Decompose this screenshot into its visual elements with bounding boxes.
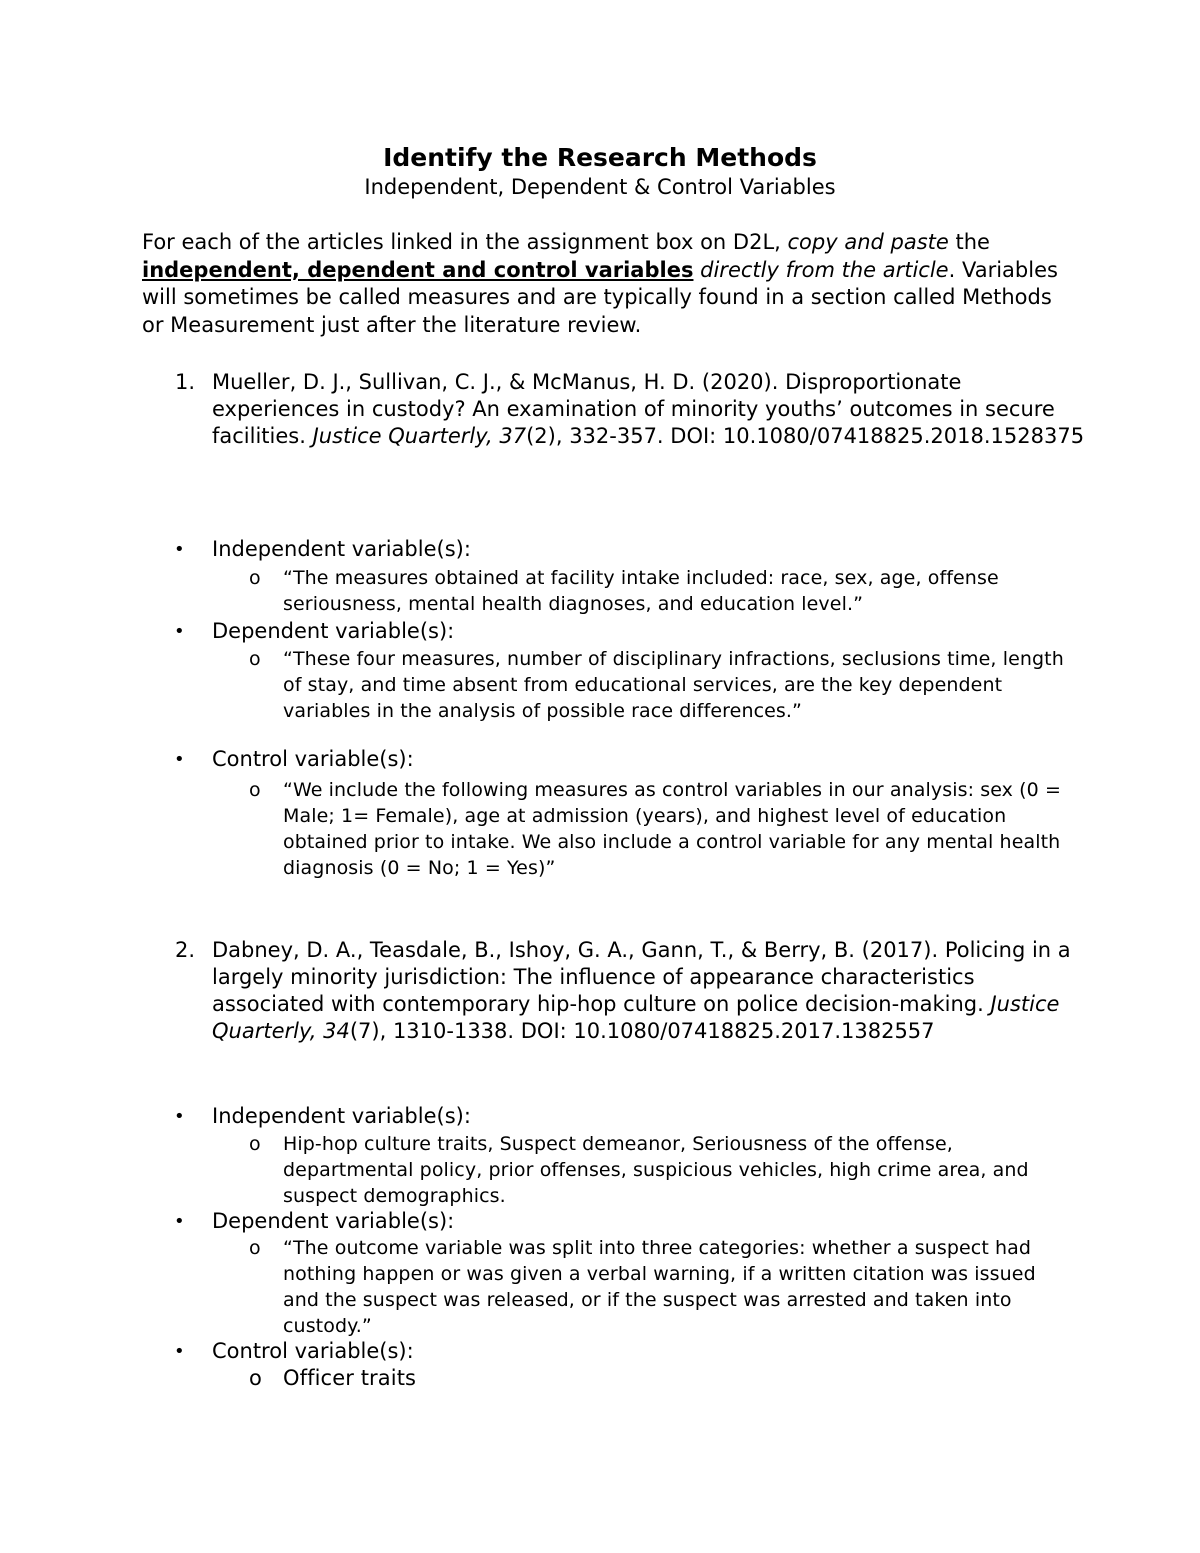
intro-emphasis: independent, dependent and control variables [142,257,694,282]
bullet-marker: • [174,749,185,770]
citation-text: (7), 1310-1338. DOI: 10.1080/07418825.2017.1382557 [349,1019,935,1043]
variable-text: Hip-hop culture traits, Suspect demeanor, Seriousness of the offense, departmental policy, prior offenses, suspicious vehicles, high crime area, and suspect demographics. [283,1133,1029,1207]
control-variable-text [249,1365,1073,1392]
bullet-marker: • [174,1106,185,1127]
independent-variable-heading [174,1103,1072,1130]
sub-bullet-marker: o [249,1366,262,1390]
article-citation [175,937,1092,1045]
bullet-label: Dependent variable(s): [212,619,455,643]
citation-text: (2), 332-357. DOI: 10.1080/07418825.2018.1528375 [526,424,1085,448]
dependent-variable-heading [174,618,1072,645]
dependent-variable-text [249,1235,1073,1339]
variable-text: “These four measures, number of disciplinary infractions, seclusions time, length of stay, and time absent from educational services, are the key dependent variables in the analysis of possible race differences.” [283,648,1064,722]
sub-bullet-marker: o [249,1133,261,1155]
bullet-marker: • [174,539,185,560]
sub-bullet-marker: o [249,779,261,801]
independent-variable-heading [174,536,1072,563]
list-number: 2. [175,938,196,962]
bullet-marker: • [174,1341,185,1362]
independent-variable-text [249,565,1073,617]
bullet-label: Control variable(s): [212,747,414,771]
page-title: Identify the Research Methods [383,143,817,172]
sub-bullet-marker: o [249,648,261,670]
intro-italic: directly from the article [693,257,949,282]
variable-text: “The measures obtained at facility intake included: race, sex, age, offense seriousness, mental health diagnoses, and education level.” [283,567,999,615]
bullet-label: Dependent variable(s): [212,1209,455,1233]
intro-text: . Variables will sometimes be called measures and are typically found in a section called Methods or Measurement just after the literature review. [142,257,1058,337]
bullet-label: Control variable(s): [212,1339,414,1363]
citation-text: Dabney, D. A., Teasdale, B., Ishoy, G. A., Gann, T., & Berry, B. (2017). Policing in a largely minority jurisdiction: The influence of appearance characteristics associated with contemporary hip-hop culture on police decision-making. [212,938,1071,1016]
list-number: 1. [175,370,196,394]
sub-bullet-marker: o [249,1237,261,1259]
dependent-variable-heading [174,1208,1072,1235]
instructions-paragraph [142,229,1072,339]
dependent-variable-text [249,646,1073,724]
journal-name: Justice Quarterly, 37 [312,424,527,448]
independent-variable-text [249,1131,1073,1209]
intro-italic: copy and paste [787,230,949,254]
citation-text: Mueller, D. J., Sullivan, C. J., & McManus, H. D. (2020). Disproportionate experiences in custody? An examination of minority youths’ outcomes in secure facilities. [212,370,1055,448]
sub-bullet-marker: o [249,567,261,589]
control-variable-text [249,777,1073,881]
variable-text: Officer traits [283,1366,417,1390]
intro-text: the [948,230,990,254]
bullet-label: Independent variable(s): [212,1104,471,1128]
bullet-label: Independent variable(s): [212,537,471,561]
page-subtitle: Independent, Dependent & Control Variables [364,175,836,199]
article-citation [175,369,1092,450]
variable-text: “We include the following measures as control variables in our analysis: sex (0 = Male; 1= Female), age at admission (years), and highest level of education obtained prior to intake. We also include a control variable for any mental health diagnosis (0 = No; 1 = Yes)” [283,779,1062,879]
journal-name: Justice Quarterly, 34 [212,992,1060,1043]
intro-text: For each of the articles linked in the assignment box on D2L, [142,230,788,254]
bullet-marker: • [174,1211,185,1232]
variable-text: “The outcome variable was split into three categories: whether a suspect had nothing happen or was given a verbal warning, if a written citation was issued and the suspect was released, or if the suspect was arrested and taken into custody.” [283,1237,1036,1337]
bullet-marker: • [174,621,185,642]
control-variable-heading [174,746,1072,773]
control-variable-heading [174,1338,1072,1365]
